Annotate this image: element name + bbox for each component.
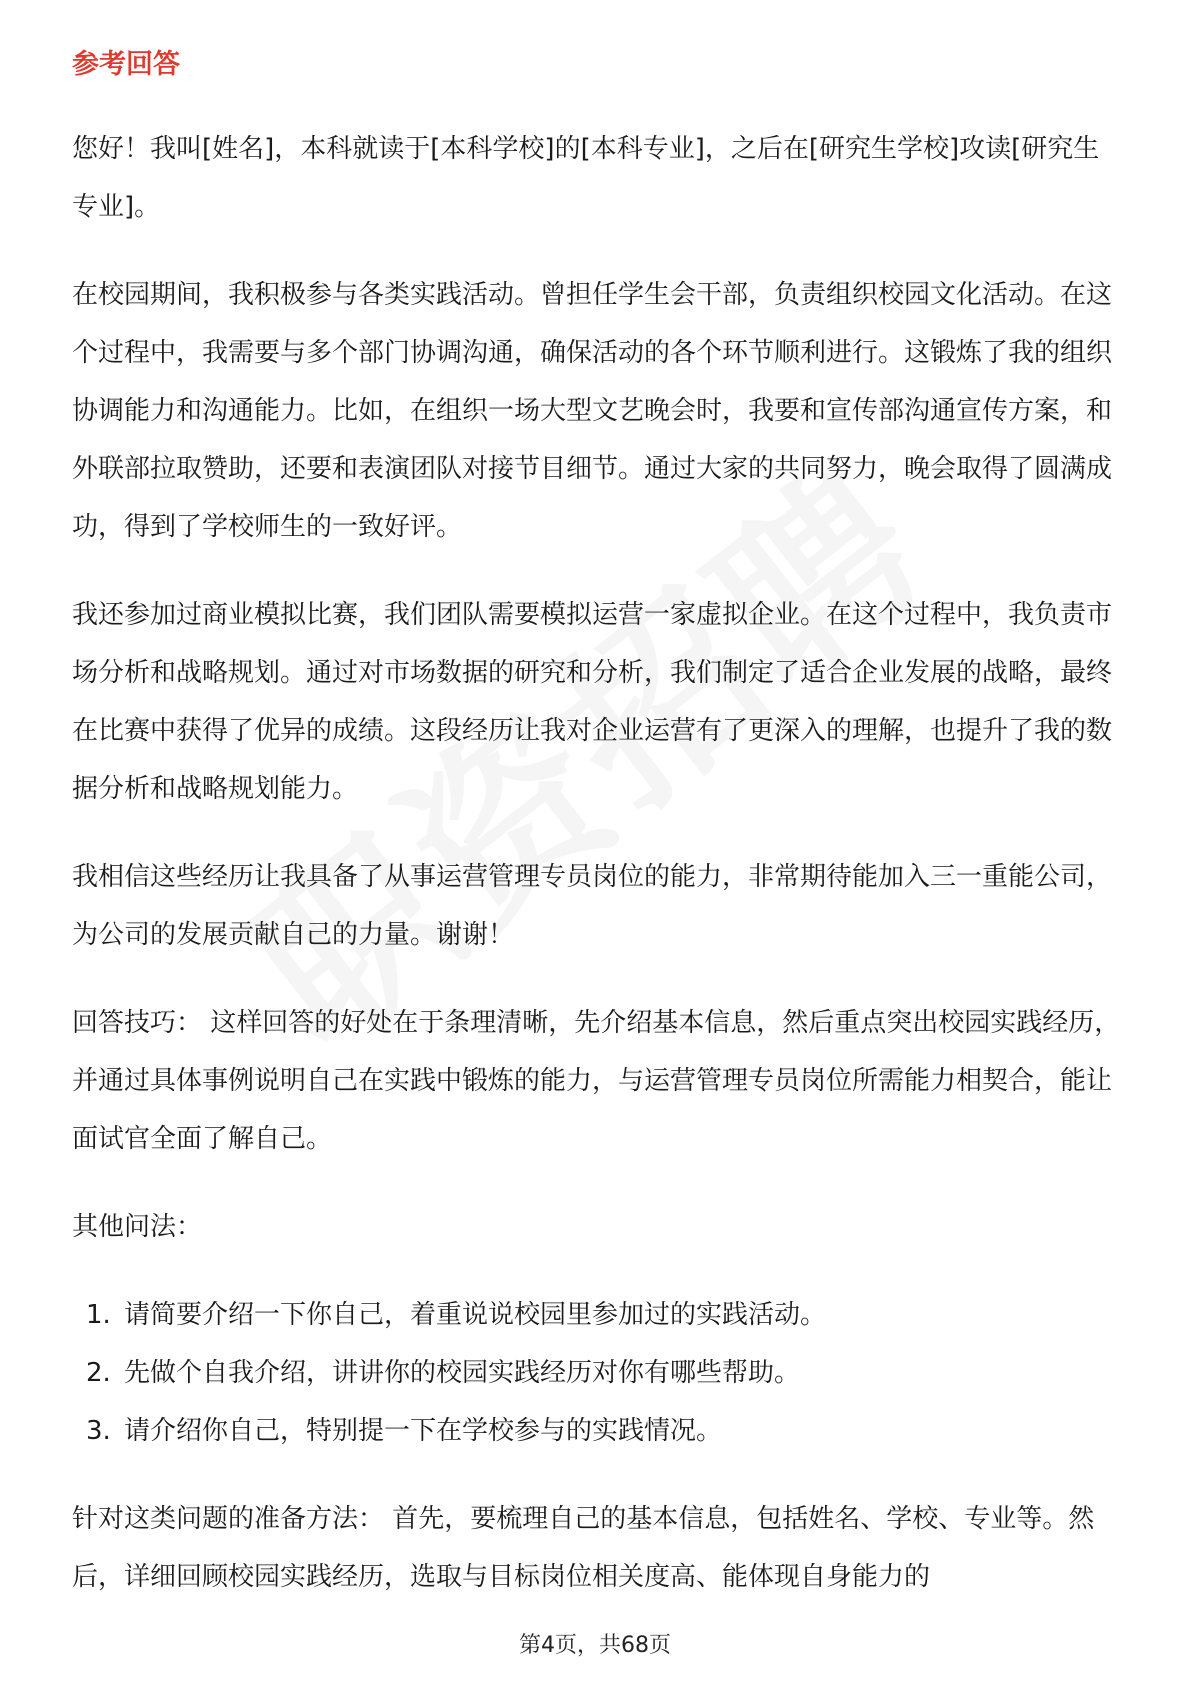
page-content (72, 46, 1122, 1606)
paragraph-tips: 回答技巧： 这样回答的好处在于条理清晰，先介绍基本信息，然后重点突出校园实践经历，并通过具体事例说明自己在实践中锻炼的能力，与运营管理专员岗位所需能力相契合，能让面试官全面了解自己。 (72, 1008, 1121, 1154)
list-item-text: 请简要介绍一下你自己，着重说说校园里参加过的实践活动。 (124, 1300, 827, 1330)
paragraph-prep: 针对这类问题的准备方法： 首先，要梳理自己的基本信息，包括姓名、学校、专业等。然后，详细回顾校园实践经历，选取与目标岗位相关度高、能体现自身能力的 (72, 1504, 1095, 1592)
list-item-number: 3. (86, 1416, 111, 1446)
list-item (72, 1286, 1122, 1344)
list-item-text: 请介绍你自己，特别提一下在学校参与的实践情况。 (124, 1416, 723, 1446)
paragraph-campus: 在校园期间，我积极参与各类实践活动。曾担任学生会干部，负责组织校园文化活动。在这个过程中，我需要与多个部门协调沟通，确保活动的各个环节顺利进行。这锻炼了我的组织协调能力和沟通能力。比如，在组织一场大型文艺晚会时，我要和宣传部沟通宣传方案，和外联部拉取赞助，还要和表演团队对接节目细节。通过大家的共同努力，晚会取得了圆满成功，得到了学校师生的一致好评。 (72, 280, 1113, 542)
other-questions-title: 其他问法： (72, 1212, 203, 1242)
list-item (72, 1344, 1122, 1402)
page-footer: 第4页，共68页 (519, 1633, 671, 1658)
paragraph-closing: 我相信这些经历让我具备了从事运营管理专员岗位的能力，非常期待能加入三一重能公司，为公司的发展贡献自己的力量。谢谢！ (72, 862, 1113, 950)
list-item-text: 先做个自我介绍，讲讲你的校园实践经历对你有哪些帮助。 (124, 1358, 801, 1388)
paragraph-business: 我还参加过商业模拟比赛，我们团队需要模拟运营一家虚拟企业。在这个过程中，我负责市场分析和战略规划。通过对市场数据的研究和分析，我们制定了适合企业发展的战略，最终在比赛中获得了优异的成绩。这段经历让我对企业运营有了更深入的理解，也提升了我的数据分析和战略规划能力。 (72, 600, 1113, 804)
list-item-number: 2. (86, 1358, 111, 1388)
question-list (72, 1286, 1122, 1460)
paragraph-intro: 您好！我叫[姓名]，本科就读于[本科学校]的[本科专业]，之后在[研究生学校]攻读[研究生专业]。 (72, 134, 1100, 222)
list-item (72, 1402, 1122, 1460)
section-title: 参考回答 (72, 49, 180, 80)
list-item-number: 1. (86, 1300, 111, 1330)
